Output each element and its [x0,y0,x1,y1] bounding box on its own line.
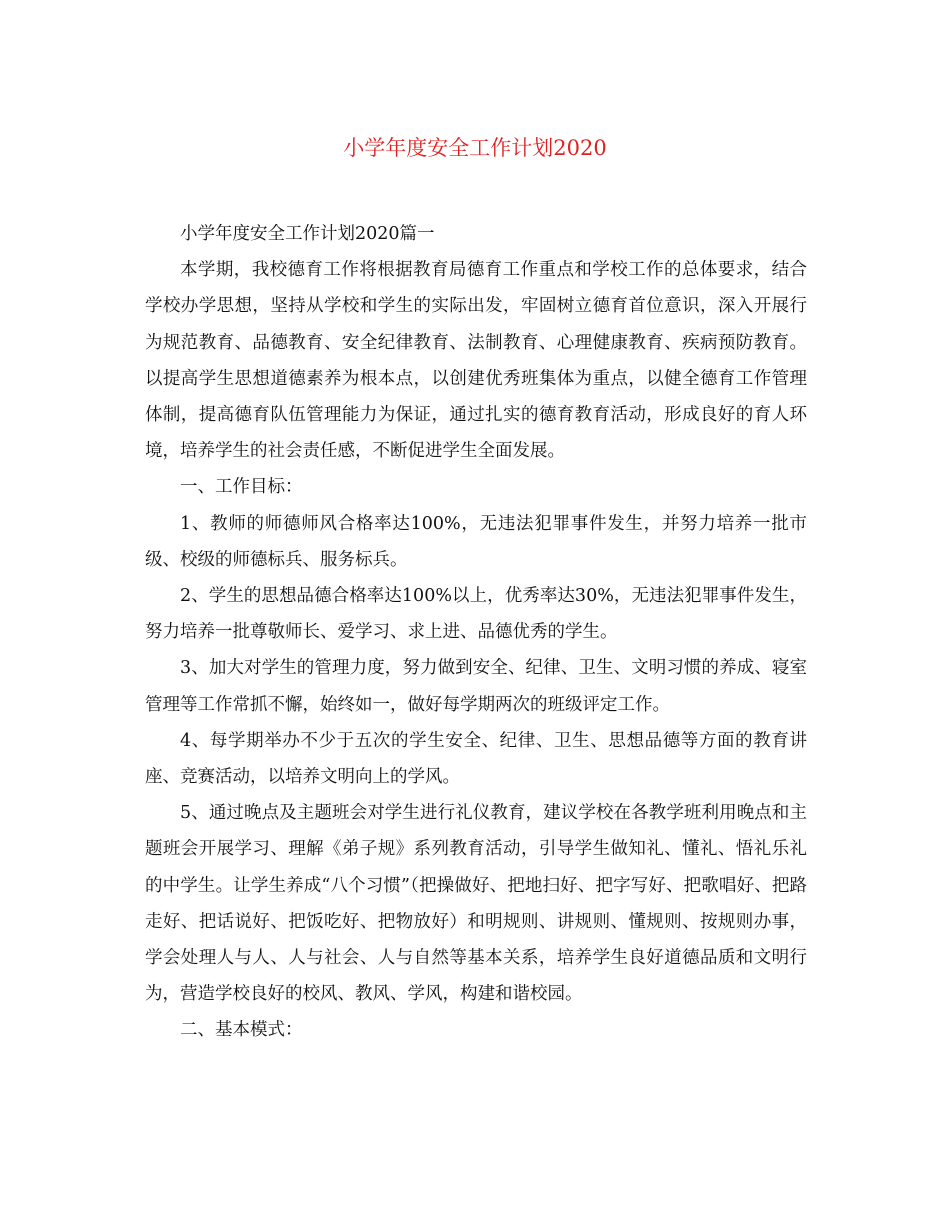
paragraph-goal-5: 5、通过晚点及主题班会对学生进行礼仪教育，建议学校在各教学班利用晚点和主题班会开展学习、理解《弟子规》系列教育活动，引导学生做知礼、懂礼、悟礼乐礼的中学生。让学生养成“八个习惯”（把操做好、把地扫好、把字写好、把歌唱好、把路走好、把话说好、把饭吃好、把物放好）和明规则、讲规则、懂规则、按规则办事，学会处理人与人、人与社会、人与自然等基本关系，培养学生良好道德品质和文明行为，营造学校良好的校风、教风、学风，构建和谐校园。 [145,803,807,1005]
paragraph-goal-4: 4、每学期举办不少于五次的学生安全、纪律、卫生、思想品德等方面的教育讲座、竞赛活动，以培养文明向上的学风。 [145,730,807,788]
section-heading-goals: 一、工作目标： [180,477,303,498]
section-heading-mode: 二、基本模式： [180,1020,303,1041]
paragraph-goal-3: 3、加大对学生的管理力度，努力做到安全、纪律、卫生、文明习惯的养成、寝室管理等工作常抓不懈，始终如一，做好每学期两次的班级评定工作。 [145,658,807,715]
paragraph-goal-1: 1、教师的师德师风合格率达100%，无违法犯罪事件发生，并努力培养一批市级、校级的师德标兵、服务标兵。 [145,513,807,570]
paragraph-intro: 本学期，我校德育工作将根据教育局德育工作重点和学校工作的总体要求，结合学校办学思想，坚持从学校和学生的实际出发，牢固树立德育首位意识，深入开展行为规范教育、品德教育、安全纪律教育、法制教育、心理健康教育、疾病预防教育。以提高学生思想道德素养为根本点，以创建优秀班集体为重点，以健全德育工作管理体制，提高德育队伍管理能力为保证，通过扎实的德育教育活动，形成良好的育人环境，培养学生的社会责任感，不断促进学生全面发展。 [145,260,807,462]
paragraph-heading: 小学年度安全工作计划2020篇一 [180,224,435,244]
document-body [145,216,807,1049]
document-title: 小学年度安全工作计划2020 [343,136,607,160]
paragraph-goal-2: 2、学生的思想品德合格率达100%以上，优秀率达30%，无违法犯罪事件发生，努力培养一批尊敬师长、爱学习、求上进、品德优秀的学生。 [145,586,807,643]
